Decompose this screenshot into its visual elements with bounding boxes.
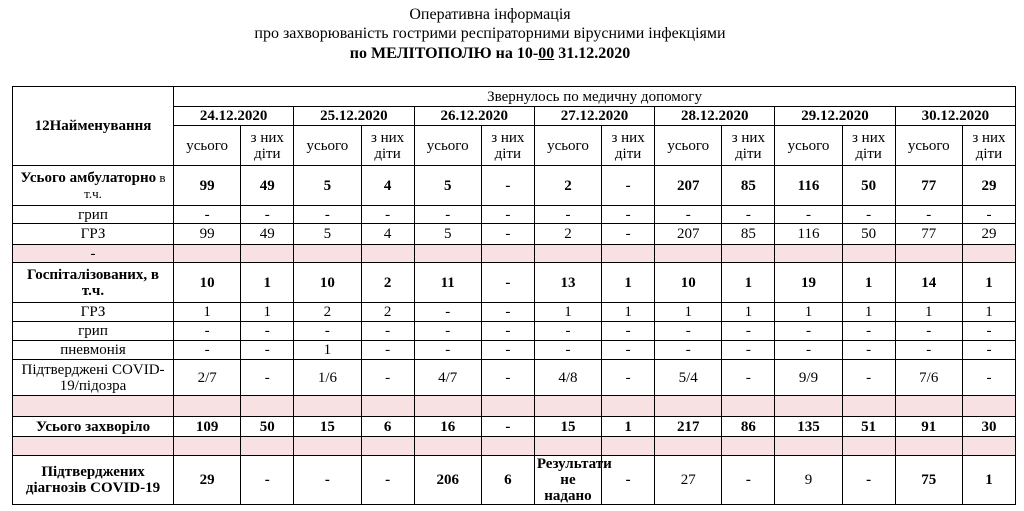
- table-cell: -: [241, 322, 294, 341]
- row-label: [13, 166, 174, 206]
- date-header: 24.12.2020: [174, 107, 294, 126]
- table-cell: [775, 437, 842, 456]
- table-cell: 109: [174, 417, 241, 437]
- table-cell: -: [481, 206, 534, 224]
- table-cell: 217: [655, 417, 722, 437]
- date-header: 26.12.2020: [414, 107, 534, 126]
- table-cell: 91: [895, 417, 962, 437]
- table-cell: [481, 437, 534, 456]
- table-cell: 116: [775, 224, 842, 245]
- total-subheader: усього: [775, 126, 842, 166]
- table-cell: 10: [174, 263, 241, 303]
- table-cell: 1: [895, 303, 962, 322]
- table-cell: -: [895, 341, 962, 360]
- table-cell: 4: [361, 224, 414, 245]
- table-cell: -: [962, 322, 1015, 341]
- date-header: 28.12.2020: [655, 107, 775, 126]
- row-label: Госпіталізованих, в т.ч.: [13, 263, 174, 303]
- children-subheader: з них діти: [481, 126, 534, 166]
- name-header: 12Найменування: [13, 87, 174, 166]
- table-cell: 5: [294, 224, 361, 245]
- table-cell: -: [534, 341, 601, 360]
- table-cell: [361, 437, 414, 456]
- table-cell: [294, 396, 361, 417]
- table-cell: 2: [534, 166, 601, 206]
- table-cell: [481, 396, 534, 417]
- table-cell: 2: [534, 224, 601, 245]
- table-cell: 1: [602, 417, 655, 437]
- table-cell: 77: [895, 166, 962, 206]
- table-cell: -: [962, 341, 1015, 360]
- table-cell: [895, 437, 962, 456]
- date-header: 25.12.2020: [294, 107, 414, 126]
- blank-cell: [13, 396, 174, 417]
- table-cell: 50: [842, 166, 895, 206]
- table-row: [13, 437, 1016, 456]
- title-hour: 00: [538, 45, 555, 62]
- report-title: Оперативна інформація: [409, 6, 571, 23]
- table-cell: [414, 437, 481, 456]
- row-label: пневмонія: [13, 341, 174, 360]
- table-cell: 2: [361, 303, 414, 322]
- table-cell: 50: [241, 417, 294, 437]
- table-cell: -: [361, 341, 414, 360]
- table-cell: 10: [294, 263, 361, 303]
- table-cell: [294, 437, 361, 456]
- table-cell: -: [842, 322, 895, 341]
- table-cell: 2/7: [174, 360, 241, 396]
- table-cell: [655, 396, 722, 417]
- row-label: грип: [13, 322, 174, 341]
- table-cell: -: [361, 456, 414, 505]
- table-cell: -: [481, 341, 534, 360]
- title-suffix: 31.12.2020: [554, 45, 631, 62]
- table-row: [13, 322, 1016, 341]
- table-cell: 5: [414, 224, 481, 245]
- table-cell: -: [414, 206, 481, 224]
- table-cell: 4: [361, 166, 414, 206]
- table-cell: 1: [294, 341, 361, 360]
- table-cell: -: [414, 341, 481, 360]
- table-cell: 6: [481, 456, 534, 505]
- table-cell: [241, 396, 294, 417]
- row-label: грип: [13, 206, 174, 224]
- table-cell: [534, 245, 601, 263]
- table-cell: 86: [722, 417, 775, 437]
- table-cell: 1: [241, 263, 294, 303]
- table-cell: 1: [962, 456, 1015, 505]
- table-cell: [534, 396, 601, 417]
- table-cell: -: [361, 206, 414, 224]
- table-cell: 1: [842, 303, 895, 322]
- table-cell: -: [655, 341, 722, 360]
- table-cell: 7/6: [895, 360, 962, 396]
- table-cell: [655, 437, 722, 456]
- table-cell: 14: [895, 263, 962, 303]
- table-cell: 1: [602, 303, 655, 322]
- total-subheader: усього: [895, 126, 962, 166]
- table-cell: 11: [414, 263, 481, 303]
- table-cell: 1: [722, 303, 775, 322]
- table-cell: [895, 245, 962, 263]
- table-cell: -: [241, 360, 294, 396]
- table-cell: [602, 396, 655, 417]
- table-cell: -: [775, 322, 842, 341]
- table-cell: [361, 396, 414, 417]
- table-cell: 4/8: [534, 360, 601, 396]
- table-cell: 1: [241, 303, 294, 322]
- table-row: [13, 166, 1016, 206]
- table-cell: -: [602, 166, 655, 206]
- table-cell: -: [534, 206, 601, 224]
- table-cell: 15: [534, 417, 601, 437]
- table-cell: 5/4: [655, 360, 722, 396]
- table-row: [13, 303, 1016, 322]
- table-cell: 27: [655, 456, 722, 505]
- table-cell: [962, 437, 1015, 456]
- table-cell: 6: [361, 417, 414, 437]
- table-cell: [414, 396, 481, 417]
- table-cell: 207: [655, 166, 722, 206]
- table-cell: [842, 396, 895, 417]
- table-row: [13, 245, 1016, 263]
- morbidity-table: [12, 86, 1016, 505]
- table-cell: -: [481, 303, 534, 322]
- table-cell: -: [842, 456, 895, 505]
- table-cell: -: [962, 360, 1015, 396]
- table-cell: [775, 245, 842, 263]
- title-prefix: по МЕЛІТОПОЛЮ на 10-: [349, 45, 539, 62]
- table-cell: -: [842, 341, 895, 360]
- table-cell: -: [842, 206, 895, 224]
- children-subheader: з них діти: [962, 126, 1015, 166]
- table-cell: 207: [655, 224, 722, 245]
- table-cell: 1: [602, 263, 655, 303]
- row-label: Підтверджених діагнозів COVID-19: [13, 456, 174, 505]
- table-cell: -: [602, 224, 655, 245]
- table-cell: -: [414, 322, 481, 341]
- table-cell: -: [602, 341, 655, 360]
- table-cell: -: [241, 206, 294, 224]
- table-cell: [722, 245, 775, 263]
- table-cell: [241, 437, 294, 456]
- table-cell: 5: [294, 166, 361, 206]
- table-cell: 1: [174, 303, 241, 322]
- total-subheader: усього: [534, 126, 601, 166]
- table-cell: -: [361, 360, 414, 396]
- children-subheader: з них діти: [722, 126, 775, 166]
- table-cell: -: [655, 206, 722, 224]
- table-cell: 49: [241, 224, 294, 245]
- table-row: [13, 396, 1016, 417]
- table-cell: [241, 245, 294, 263]
- table-cell: [602, 437, 655, 456]
- children-subheader: з них діти: [842, 126, 895, 166]
- table-cell: 1: [722, 263, 775, 303]
- table-cell: 49: [241, 166, 294, 206]
- table-cell: 1: [962, 263, 1015, 303]
- table-cell: -: [602, 456, 655, 505]
- table-cell: 99: [174, 224, 241, 245]
- table-cell: 30: [962, 417, 1015, 437]
- table-cell: 85: [722, 166, 775, 206]
- row-label: ГРЗ: [13, 303, 174, 322]
- blank-cell: [13, 437, 174, 456]
- table-cell: 19: [775, 263, 842, 303]
- table-cell: [174, 396, 241, 417]
- table-cell: [962, 245, 1015, 263]
- table-cell: 2: [361, 263, 414, 303]
- table-cell: [602, 245, 655, 263]
- table-cell: 15: [294, 417, 361, 437]
- table-cell: -: [655, 322, 722, 341]
- table-cell: [842, 245, 895, 263]
- table-cell: [361, 245, 414, 263]
- table-cell: -: [722, 341, 775, 360]
- table-cell: [414, 245, 481, 263]
- sought-care-header: Звернулось по медичну допомогу: [174, 87, 1016, 107]
- table-cell: -: [174, 341, 241, 360]
- children-subheader: з них діти: [241, 126, 294, 166]
- table-cell: 75: [895, 456, 962, 505]
- table-cell: -: [602, 206, 655, 224]
- table-cell: 1: [534, 303, 601, 322]
- table-cell: Результати не надано: [534, 456, 601, 505]
- table-row: [13, 341, 1016, 360]
- table-cell: [481, 245, 534, 263]
- table-cell: [842, 437, 895, 456]
- table-cell: -: [775, 341, 842, 360]
- table-cell: -: [534, 322, 601, 341]
- table-cell: [655, 245, 722, 263]
- table-cell: 1: [655, 303, 722, 322]
- table-cell: 29: [174, 456, 241, 505]
- table-cell: [775, 396, 842, 417]
- table-row: [13, 417, 1016, 437]
- table-row: [13, 456, 1016, 505]
- table-cell: 50: [842, 224, 895, 245]
- table-cell: 1: [842, 263, 895, 303]
- table-cell: -: [895, 322, 962, 341]
- table-cell: -: [722, 206, 775, 224]
- date-header: 30.12.2020: [895, 107, 1015, 126]
- table-cell: -: [602, 360, 655, 396]
- table-cell: 13: [534, 263, 601, 303]
- table-cell: -: [294, 322, 361, 341]
- table-cell: -: [481, 224, 534, 245]
- table-row: [13, 224, 1016, 245]
- table-cell: 29: [962, 224, 1015, 245]
- children-subheader: з них діти: [361, 126, 414, 166]
- table-cell: [722, 396, 775, 417]
- table-cell: 135: [775, 417, 842, 437]
- table-row: [13, 360, 1016, 396]
- total-subheader: усього: [174, 126, 241, 166]
- row-label: ГРЗ: [13, 224, 174, 245]
- row-label: Усього захворіло: [13, 417, 174, 437]
- children-subheader: з них діти: [602, 126, 655, 166]
- table-cell: [174, 245, 241, 263]
- report-location-date: [0, 45, 980, 63]
- total-subheader: усього: [414, 126, 481, 166]
- table-cell: -: [775, 206, 842, 224]
- table-cell: [534, 437, 601, 456]
- table-cell: -: [481, 417, 534, 437]
- table-cell: -: [602, 322, 655, 341]
- table-cell: -: [842, 360, 895, 396]
- table-cell: [962, 396, 1015, 417]
- table-cell: 99: [174, 166, 241, 206]
- table-cell: [722, 437, 775, 456]
- table-cell: 206: [414, 456, 481, 505]
- table-cell: 1: [962, 303, 1015, 322]
- row-label-main: Усього амбулаторно: [20, 169, 157, 186]
- table-cell: -: [174, 322, 241, 341]
- date-header: 27.12.2020: [534, 107, 654, 126]
- table-cell: -: [962, 206, 1015, 224]
- table-cell: -: [722, 456, 775, 505]
- table-cell: -: [361, 322, 414, 341]
- table-cell: [294, 245, 361, 263]
- table-cell: -: [722, 322, 775, 341]
- table-cell: 10: [655, 263, 722, 303]
- table-cell: [895, 396, 962, 417]
- table-cell: 77: [895, 224, 962, 245]
- table-cell: 9: [775, 456, 842, 505]
- table-cell: 51: [842, 417, 895, 437]
- table-row: [13, 206, 1016, 224]
- total-subheader: усього: [655, 126, 722, 166]
- table-cell: -: [414, 303, 481, 322]
- table-cell: 85: [722, 224, 775, 245]
- table-cell: -: [481, 360, 534, 396]
- table-cell: 29: [962, 166, 1015, 206]
- table-cell: 2: [294, 303, 361, 322]
- table-cell: 4/7: [414, 360, 481, 396]
- table-cell: -: [481, 166, 534, 206]
- row-label: -: [13, 245, 174, 263]
- table-cell: 16: [414, 417, 481, 437]
- date-header: 29.12.2020: [775, 107, 895, 126]
- table-cell: -: [895, 206, 962, 224]
- table-cell: -: [481, 322, 534, 341]
- table-cell: 116: [775, 166, 842, 206]
- table-cell: 1: [775, 303, 842, 322]
- total-subheader: усього: [294, 126, 361, 166]
- table-cell: 1/6: [294, 360, 361, 396]
- table-cell: -: [241, 341, 294, 360]
- table-cell: -: [174, 206, 241, 224]
- row-label-note: в т.ч.: [84, 169, 166, 201]
- table-cell: [174, 437, 241, 456]
- row-label: Підтверджені COVID-19/підозра: [13, 360, 174, 396]
- table-row: [13, 263, 1016, 303]
- table-cell: -: [294, 456, 361, 505]
- table-cell: 9/9: [775, 360, 842, 396]
- table-cell: -: [241, 456, 294, 505]
- table-cell: 5: [414, 166, 481, 206]
- table-cell: -: [294, 206, 361, 224]
- table-cell: -: [722, 360, 775, 396]
- report-subtitle: про захворюваність гострими респіраторними вірусними інфекціями: [254, 25, 726, 42]
- table-cell: -: [481, 263, 534, 303]
